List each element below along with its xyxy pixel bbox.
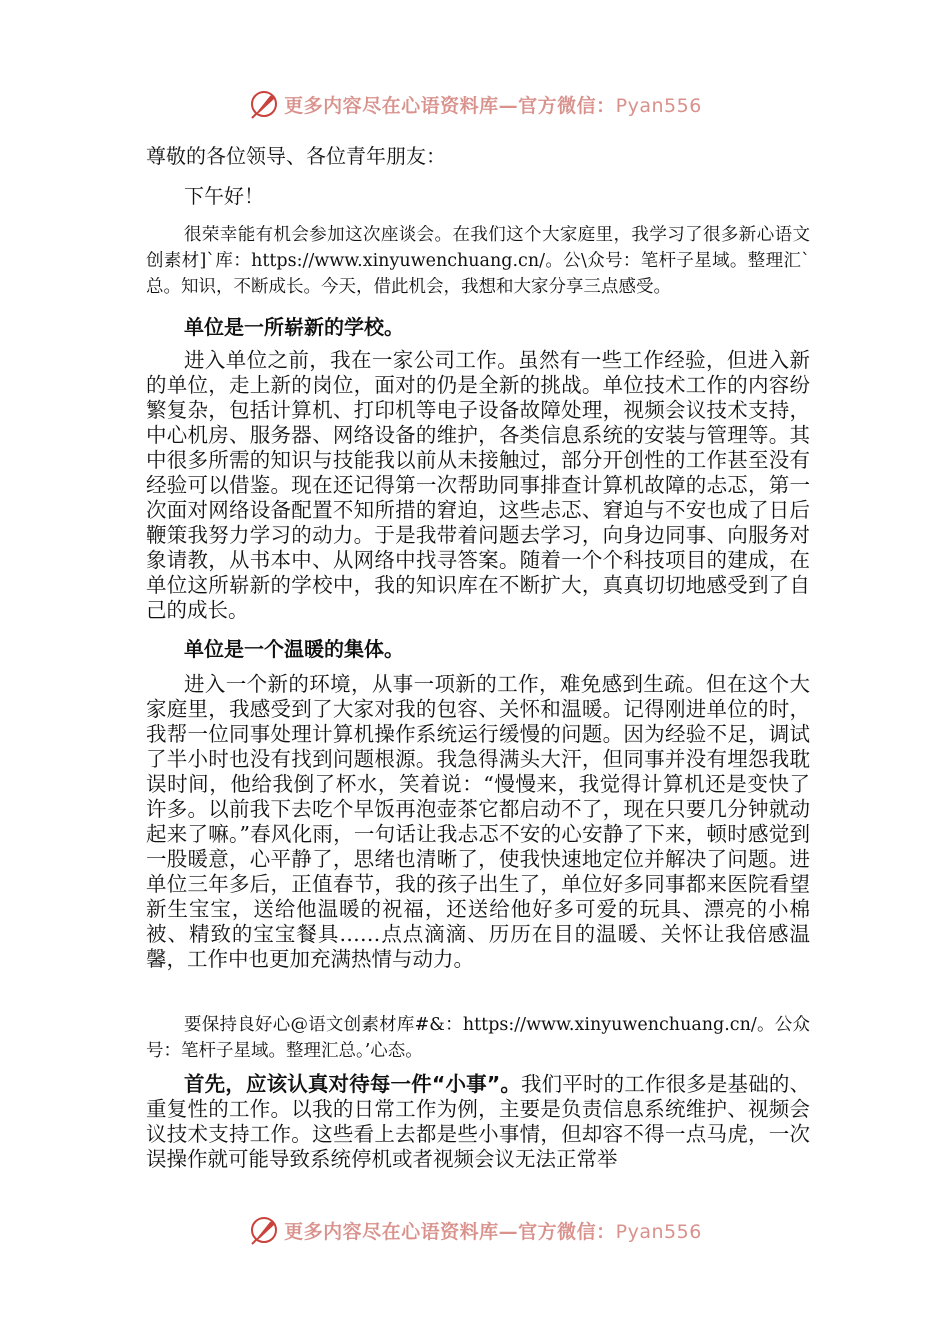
paragraph-warm: 进入一个新的环境，从事一项新的工作，难免感到生疏。但在这个大家庭里，我感受到了大家对我的包容、关怀和温暖。记得刚进单位的时，我帮一位同事处理计算机操作系统运行缓慢的问题。因为经验不足，调试了半小时也没有找到问题根源。我急得满头大汗，但同事并没有埋怨我耽误时间，他给我倒了杯水，笑着说：“慢慢来，我觉得计算机还是变快了许多。以前我下去吃个早饭再泡壶茶它都启动不了，现在只要几分钟就动起来了嘛。”春风化雨，一句话让我忐忑不安的心安静了下来，顿时感觉到一股暖意，心平静了，思绪也清晰了，使我快速地定位并解决了问题。进单位三年多后，正值春节，我的孩子出生了，单位好多同事都来医院看望新生宝宝，送给他温暖的祝福，还送给他好多可爱的玩具、漂亮的小棉被、精致的宝宝餐具……点点滴滴、历历在目的温暖、关怀让我倍感温馨，工作中也更加充满热情与动力。: [146, 672, 810, 971]
greeting: 下午好！: [184, 184, 264, 208]
quill-logo-icon: [248, 88, 280, 120]
section-heading-warm: 单位是一个温暖的集体。: [184, 637, 404, 661]
paragraph-school: 进入单位之前，我在一家公司工作。虽然有一些工作经验，但进入新的单位，走上新的岗位，面对的仍是全新的挑战。单位技术工作的内容纷繁复杂，包括计算机、打印机等电子设备故障处理，视频会议技术支持，中心机房、服务器、网络设备的维护，各类信息系统的安装与管理等。其中很多所需的知识与技能我以前从未接触过，部分开创性的工作甚至没有经验可以借鉴。现在还记得第一次帮助同事排查计算机故障的忐忑，第一次面对网络设备配置不知所措的窘迫，这些忐忑、窘迫与不安也成了日后鞭策我努力学习的动力。于是我带着问题去学习，向身边同事、向服务对象请教，从书本中、从网络中找寻答案。随着一个个科技项目的建成，在单位这所崭新的学校中，我的知识库在不断扩大，真真切切地感受到了自己的成长。: [146, 348, 810, 622]
section-heading-school: 单位是一所崭新的学校。: [184, 315, 404, 339]
mindset-paragraph: 要保持良好心@语文创素材库#&：https://www.xinyuwenchuang.cn/。公众号：笔杆子星域。整理汇总。’心态。: [146, 1015, 810, 1061]
paragraph-first: [146, 1072, 810, 1172]
first-point-text: 我们平时的工作很多是基础的、重复性的工作。以我的日常工作为例，主要是负责信息系统维护、视频会议技术支持工作。这些看上去都是些小事情，但却容不得一点马虎，一次误操作就可能导致系统停机或者视频会议无法正常举: [146, 1072, 811, 1171]
header-banner: [0, 84, 950, 124]
quill-logo-icon: [248, 1214, 280, 1246]
banner-text: 更多内容尽在心语资料库—官方微信：Pyan556: [284, 1220, 702, 1243]
first-point-lead: 首先，应该认真对待每一件“小事”。: [184, 1072, 522, 1096]
salutation: 尊敬的各位领导、各位青年朋友：: [146, 144, 446, 168]
footer-banner: [0, 1210, 950, 1250]
intro-paragraph: 很荣幸能有机会参加这次座谈会。在我们这个大家庭里，我学习了很多新心语文创素材]`库：https://www.xinyuwenchuang.cn/。公\众号：笔杆子星域。整理汇`总。知识，不断成长。今天，借此机会，我想和大家分享三点感受。: [146, 225, 810, 297]
banner-text: 更多内容尽在心语资料库—官方微信：Pyan556: [284, 94, 702, 117]
